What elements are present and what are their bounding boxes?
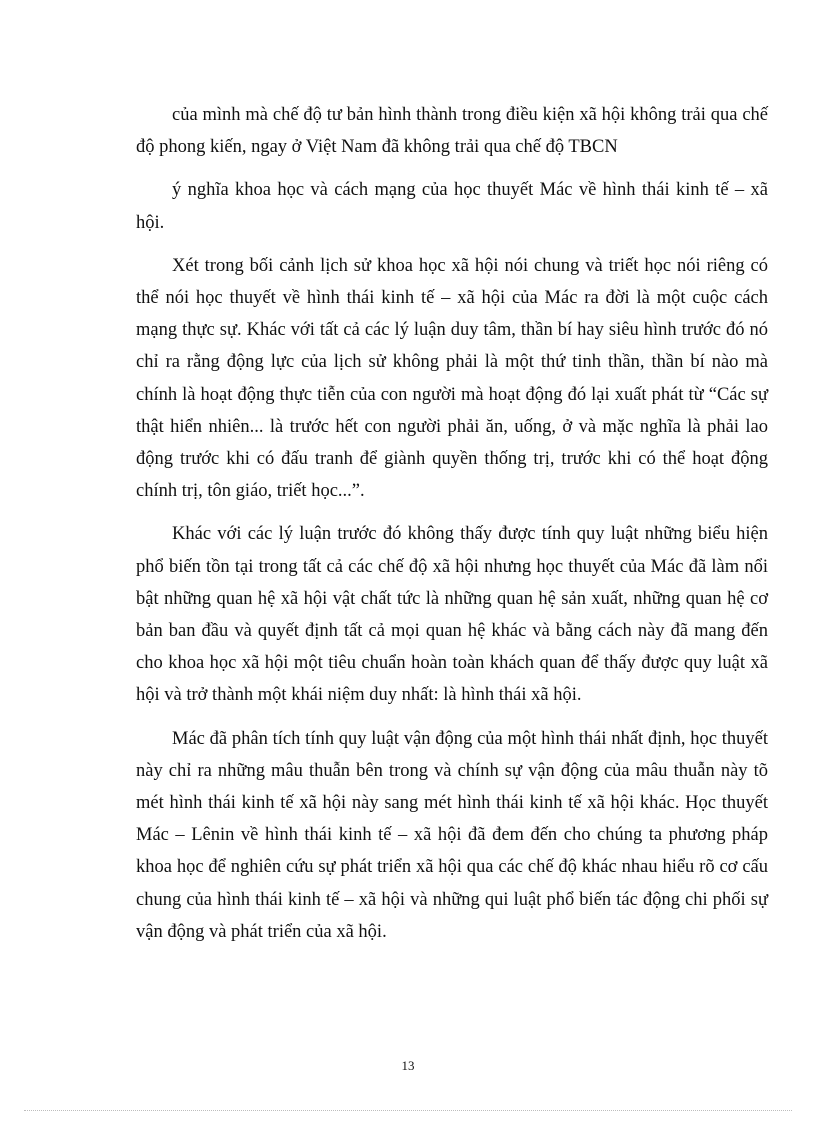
paragraph-heading: ý nghĩa khoa học và cách mạng của học thuyết Mác về hình thái kinh tế – xã hội. [136,180,768,233]
body-text [136,99,768,948]
paragraph-continuation: của mình mà chế độ tư bản hình thành trong điều kiện xã hội không trải qua chế độ phong kiến, ngay ở Việt Nam đã không trải qua chế độ TBCN [136,105,768,158]
page-bottom-divider [24,1110,792,1111]
paragraph-conclusion: Mác đã phân tích tính quy luật vận động của một hình thái nhất định, học thuyết này chỉ ra những mâu thuẫn bên trong và chính sự vận động của mâu thuẫn này tõ mét hình thái kinh tế xã hội này sang mét hình thái kinh tế xã hội khác. Học thuyết Mác – Lênin về hình thái kinh tế – xã hội đã đem đến cho chúng ta phương pháp khoa học để nghiên cứu sự phát triển xã hội qua các chế độ khác nhau hiểu rõ cơ cấu chung của hình thái kinh tế – xã hội và những qui luật phổ biến tác động chi phối sự vận động và phát triển của xã hội. [136,728,768,942]
paragraph-relations: Khác với các lý luận trước đó không thấy được tính quy luật những biểu hiện phổ biến tồn tại trong tất cả các chế độ xã hội nhưng học thuyết của Mác đã làm nổi bật những quan hệ xã hội vật chất tức là những quan hệ sản xuất, những quan hệ cơ bản ban đầu và quyết định tất cả mọi quan hệ khác và bằng cách này đã mang đến cho khoa học xã hội một tiêu chuẩn hoàn toàn khách quan để thấy được quy luật xã hội và trở thành một khái niệm duy nhất: là hình thái xã hội. [136,524,768,706]
page-number: 13 [401,1058,415,1073]
paragraph-context: Xét trong bối cảnh lịch sử khoa học xã hội nói chung và triết học nói riêng có thể nói học thuyết về hình thái kinh tế – xã hội của Mác ra đời là một cuộc cách mạng thực sự. Khác với tất cả các lý luận duy tâm, thần bí hay siêu hình trước đó nó chỉ ra rằng động lực của lịch sử không phải là một thứ tinh thần, thần bí nào mà chính là hoạt động thực tiễn của con người mà hoạt động đó lại xuất phát từ “Các sự thật hiển nhiên... là trước hết con người phải ăn, uống, ở và mặc nghĩa là phải lao động trước khi có đấu tranh để giành quyền thống trị, trước khi có thể hoạt động chính trị, tôn giáo, triết học...”. [136,255,768,502]
